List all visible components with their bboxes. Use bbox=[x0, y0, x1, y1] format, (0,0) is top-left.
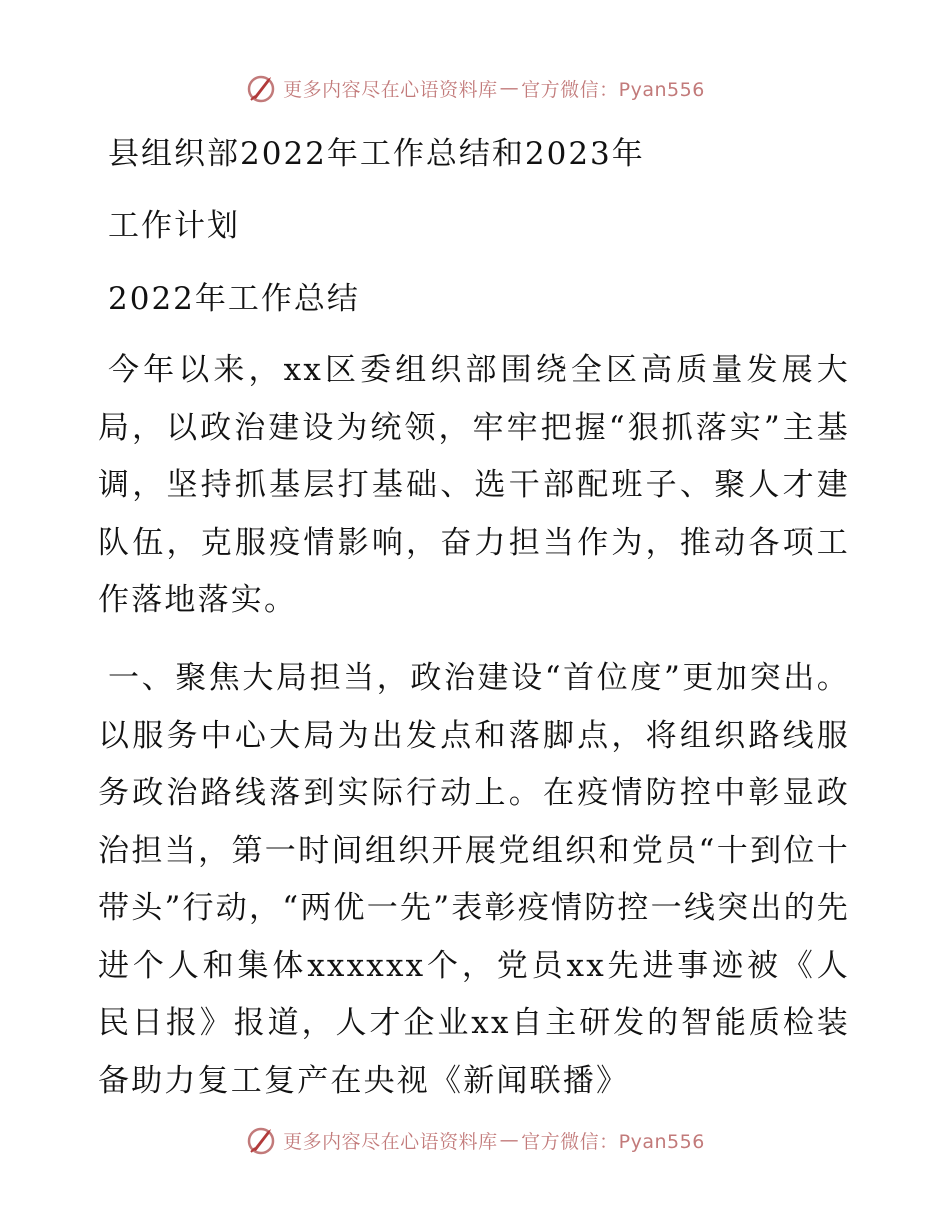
paragraph-intro: 今年以来，xx区委组织部围绕全区高质量发展大局，以政治建设为统领，牢牢把握“狠抓落实”主基调，坚持抓基层打基础、选干部配班子、聚人才建队伍，克服疫情影响，奋力担当作为，推动各项工作落地落实。 bbox=[98, 352, 850, 618]
watermark-separator: — bbox=[499, 1129, 520, 1151]
watermark-contact-text: 官方微信：Pyan556 bbox=[521, 78, 705, 101]
header-watermark bbox=[0, 68, 950, 108]
document-title-line2: 工作计划 bbox=[108, 208, 240, 244]
paragraph-political-building: 一、聚焦大局担当，政治建设“首位度”更加突出。以服务中心大局为出发点和落脚点，将组织路线服务政治路线落到实际行动上。在疫情防控中彰显政治担当，第一时间组织开展党组织和党员“十到位十带头”行动，“两优一先”表彰疫情防控一线突出的先进个人和集体xxxxxx个，党员xx先进事迹被《人民日报》报道，人才企业xx自主研发的智能质检装备助力复工复产在央视《新闻联播》 bbox=[98, 660, 850, 1099]
watermark-separator: — bbox=[499, 77, 520, 99]
watermark-main-text: 更多内容尽在心语资料库 bbox=[283, 78, 498, 101]
watermark-contact-text: 官方微信：Pyan556 bbox=[521, 1130, 705, 1153]
section-heading: 2022年工作总结 bbox=[108, 281, 360, 317]
document-title-line1: 县组织部2022年工作总结和2023年 bbox=[108, 136, 645, 172]
quill-logo-icon bbox=[245, 1124, 277, 1156]
watermark-main-text: 更多内容尽在心语资料库 bbox=[283, 1130, 498, 1153]
footer-watermark bbox=[0, 1120, 950, 1160]
quill-logo-icon bbox=[245, 72, 277, 104]
